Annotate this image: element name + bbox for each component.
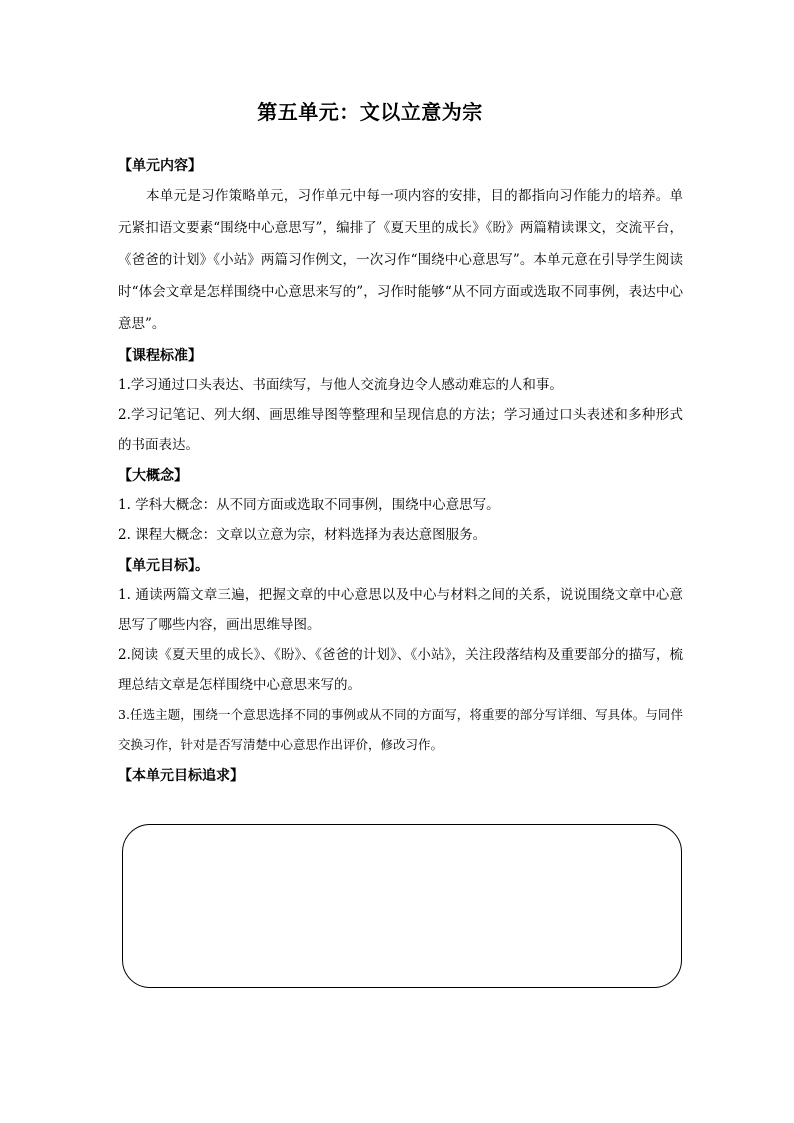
curriculum-standard-item: 1.学习通过口头表达、书面续写，与他人交流身边令人感动难忘的人和事。 (118, 377, 563, 393)
big-concept-item: 1. 学科大概念：从不同方面或选取不同事例，围绕中心意思写。 (118, 497, 500, 513)
unit-goal-item: 2.阅读《夏天里的成长》、《盼》、《爸爸的计划》、《小站》，关注段落结构及重要部分的描写，梳理总结文章是怎样围绕中心意思来写的。 (118, 647, 683, 693)
unit-goal-item: 1. 通读两篇文章三遍，把握文章的中心意思以及中心与材料之间的关系，说说围绕文章中心意思写了哪些内容，画出思维导图。 (118, 587, 683, 633)
document-body (118, 150, 683, 790)
unit-goals-heading: 【单元目标】。 (118, 558, 209, 574)
unit-goal-item: 3.任选主题，围绕一个意思选择不同的事例或从不同的方面写，将重要的部分写详细、写具体。与同伴交换习作，针对是否写清楚中心意思作出评价，修改习作。 (118, 707, 683, 752)
big-concepts-heading: 【大概念】 (118, 468, 188, 484)
goal-pursuit-box[interactable] (122, 824, 682, 988)
unit-content-paragraph: 本单元是习作策略单元，习作单元中每一项内容的安排，目的都指向习作能力的培养。单元紧扣语文要素“围绕中心意思写”，编排了《夏天里的成长》《盼》两篇精读课文，交流平台，《爸爸的计划》《小站》两篇习作例文，一次习作“围绕中心意思写”。本单元意在引导学生阅读时“体会文章是怎样围绕中心意思来写的”，习作时能够“从不同方面或选取不同事例，表达中心意思”。 (118, 188, 683, 332)
curriculum-standard-item: 2.学习记笔记、列大纲、画思维导图等整理和呈现信息的方法；学习通过口头表述和多种形式的书面表达。 (118, 407, 683, 453)
big-concept-item: 2. 课程大概念：文章以立意为宗，材料选择为表达意图服务。 (118, 527, 487, 543)
curriculum-standards-heading: 【课程标准】 (118, 348, 202, 364)
goal-pursuit-heading: 【本单元目标追求】 (118, 768, 244, 784)
unit-content-heading: 【单元内容】 (118, 158, 202, 174)
page-title: 第五单元：文以立意为宗 (257, 100, 483, 124)
